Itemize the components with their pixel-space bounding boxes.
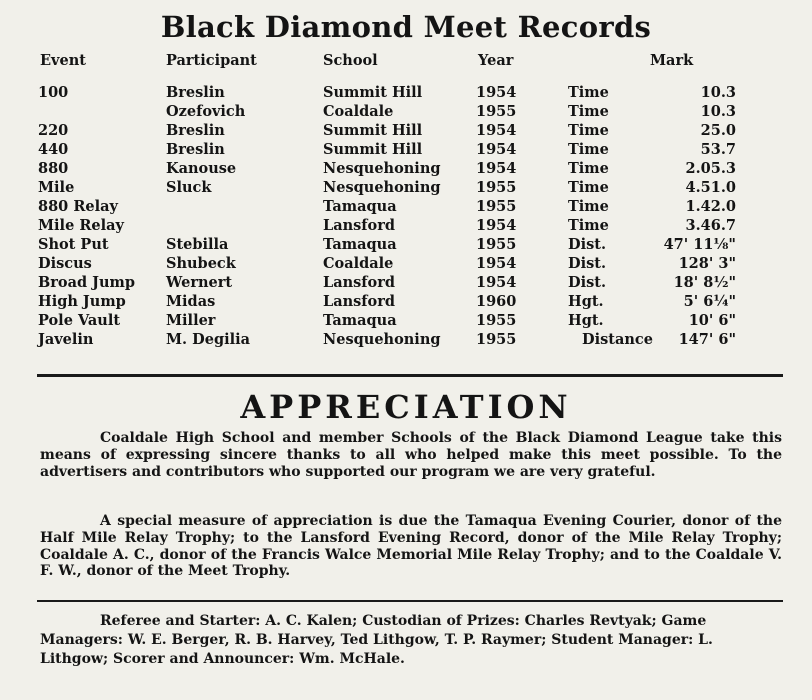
record-school: Summit Hill [323, 122, 423, 139]
record-event: Broad Jump [38, 274, 136, 291]
record-mark: 10.3 [700, 84, 736, 101]
records-title: Black Diamond Meet Records [160, 10, 652, 44]
record-row [0, 236, 812, 255]
record-school: Tamaqua [323, 198, 397, 215]
record-year: 1954 [476, 255, 517, 272]
record-mark-type: Time [568, 141, 609, 158]
header-year: Year [478, 52, 514, 69]
record-participant: Ozefovich [166, 103, 246, 120]
record-school: Summit Hill [323, 141, 423, 158]
record-participant: Breslin [166, 141, 225, 158]
record-school: Nesquehoning [323, 160, 441, 177]
record-school: Coaldale [323, 103, 394, 120]
record-row [0, 122, 812, 141]
record-year: 1955 [476, 331, 517, 348]
record-event: Pole Vault [38, 312, 121, 329]
section-divider [37, 374, 783, 377]
record-row [0, 293, 812, 312]
appreciation-paragraph-1 [40, 430, 782, 480]
record-mark: 147' 6" [678, 331, 736, 348]
record-mark: 47' 11⅛" [663, 236, 736, 253]
record-participant: Sluck [166, 179, 212, 196]
record-mark-type: Time [568, 217, 609, 234]
record-event: 100 [38, 84, 69, 101]
record-participant: Kanouse [166, 160, 237, 177]
record-participant: Stebilla [166, 236, 229, 253]
record-year: 1955 [476, 236, 517, 253]
record-mark: 53.7 [700, 141, 736, 158]
record-event: Mile [38, 179, 75, 196]
section-divider [37, 600, 783, 602]
record-year: 1954 [476, 274, 517, 291]
record-event: Shot Put [38, 236, 109, 253]
record-participant: Breslin [166, 122, 225, 139]
record-year: 1954 [476, 84, 517, 101]
record-mark-type: Hgt. [568, 293, 604, 310]
record-mark: 18' 8½" [673, 274, 736, 291]
record-row [0, 274, 812, 293]
record-row [0, 160, 812, 179]
record-participant: Wernert [166, 274, 233, 291]
meet-officials [40, 612, 784, 669]
record-row [0, 255, 812, 274]
record-row [0, 312, 812, 331]
record-event: Javelin [38, 331, 94, 348]
record-row [0, 179, 812, 198]
record-mark-type: Distance [582, 331, 653, 348]
record-mark: 4.51.0 [685, 179, 736, 196]
record-row [0, 141, 812, 160]
record-participant: M. Degilia [166, 331, 251, 348]
record-mark-type: Dist. [568, 255, 606, 272]
record-school: Nesquehoning [323, 331, 441, 348]
header-event: Event [40, 52, 86, 69]
record-mark-type: Time [568, 198, 609, 215]
record-row [0, 198, 812, 217]
record-school: Lansford [323, 217, 395, 234]
appreciation-text-2: A special measure of appreciation is due the Tamaqua Evening Courier, donor of the Half Mile Relay Trophy; to the Lansford Evening Record, donor of the Mile Relay Trophy; Coaldale A. C., donor of the Francis Walce Memorial Mile Relay Trophy; and to the Coaldale V. F. W., donor of the Meet Trophy. [40, 513, 782, 580]
record-mark-type: Dist. [568, 236, 606, 253]
record-participant: Miller [166, 312, 216, 329]
record-year: 1954 [476, 160, 517, 177]
record-participant: Midas [166, 293, 216, 310]
record-school: Lansford [323, 274, 395, 291]
record-mark: 25.0 [700, 122, 736, 139]
record-mark-type: Time [568, 103, 609, 120]
record-event: 440 [38, 141, 69, 158]
record-school: Coaldale [323, 255, 394, 272]
record-mark: 10' 6" [688, 312, 736, 329]
record-mark-type: Dist. [568, 274, 606, 291]
record-mark-type: Time [568, 122, 609, 139]
record-year: 1960 [476, 293, 517, 310]
record-mark-type: Time [568, 84, 609, 101]
record-school: Tamaqua [323, 312, 397, 329]
record-year: 1955 [476, 103, 517, 120]
record-mark: 2.05.3 [685, 160, 736, 177]
record-year: 1954 [476, 141, 517, 158]
record-event: 880 [38, 160, 69, 177]
record-row [0, 217, 812, 236]
record-event: Discus [38, 255, 92, 272]
appreciation-title: APPRECIATION [240, 388, 572, 426]
record-event: 220 [38, 122, 69, 139]
record-year: 1955 [476, 198, 517, 215]
record-school: Lansford [323, 293, 395, 310]
header-participant: Participant [166, 52, 257, 69]
record-year: 1955 [476, 312, 517, 329]
record-school: Nesquehoning [323, 179, 441, 196]
appreciation-text-1: Coaldale High School and member Schools of the Black Diamond League take this means of expressing sincere thanks to all who helped make this meet possible. To the advertisers and contributors who supported our program we are very grateful. [40, 430, 782, 480]
record-mark: 5' 6¼" [683, 293, 736, 310]
record-mark: 10.3 [700, 103, 736, 120]
record-mark-type: Hgt. [568, 312, 604, 329]
record-mark: 128' 3" [678, 255, 736, 272]
header-school: School [323, 52, 378, 69]
record-year: 1955 [476, 179, 517, 196]
record-year: 1954 [476, 122, 517, 139]
record-year: 1954 [476, 217, 517, 234]
officials-text: Referee and Starter: A. C. Kalen; Custodian of Prizes: Charles Revtyak; Game Managers: W. E. Berger, R. B. Harvey, Ted Lithgow, T. P. Raymer; Student Manager: L. Lithgow; Scorer and Announcer: Wm. McHale. [40, 613, 713, 667]
record-event: Mile Relay [38, 217, 124, 234]
record-participant: Shubeck [166, 255, 236, 272]
record-row [0, 103, 812, 122]
record-school: Summit Hill [323, 84, 423, 101]
record-participant: Breslin [166, 84, 225, 101]
record-mark: 1.42.0 [685, 198, 736, 215]
record-row [0, 331, 812, 350]
record-event: High Jump [38, 293, 126, 310]
record-mark-type: Time [568, 179, 609, 196]
header-mark: Mark [650, 52, 694, 69]
record-mark-type: Time [568, 160, 609, 177]
appreciation-paragraph-2 [40, 513, 782, 580]
record-row [0, 84, 812, 103]
record-event: 880 Relay [38, 198, 118, 215]
record-school: Tamaqua [323, 236, 397, 253]
record-mark: 3.46.7 [685, 217, 736, 234]
